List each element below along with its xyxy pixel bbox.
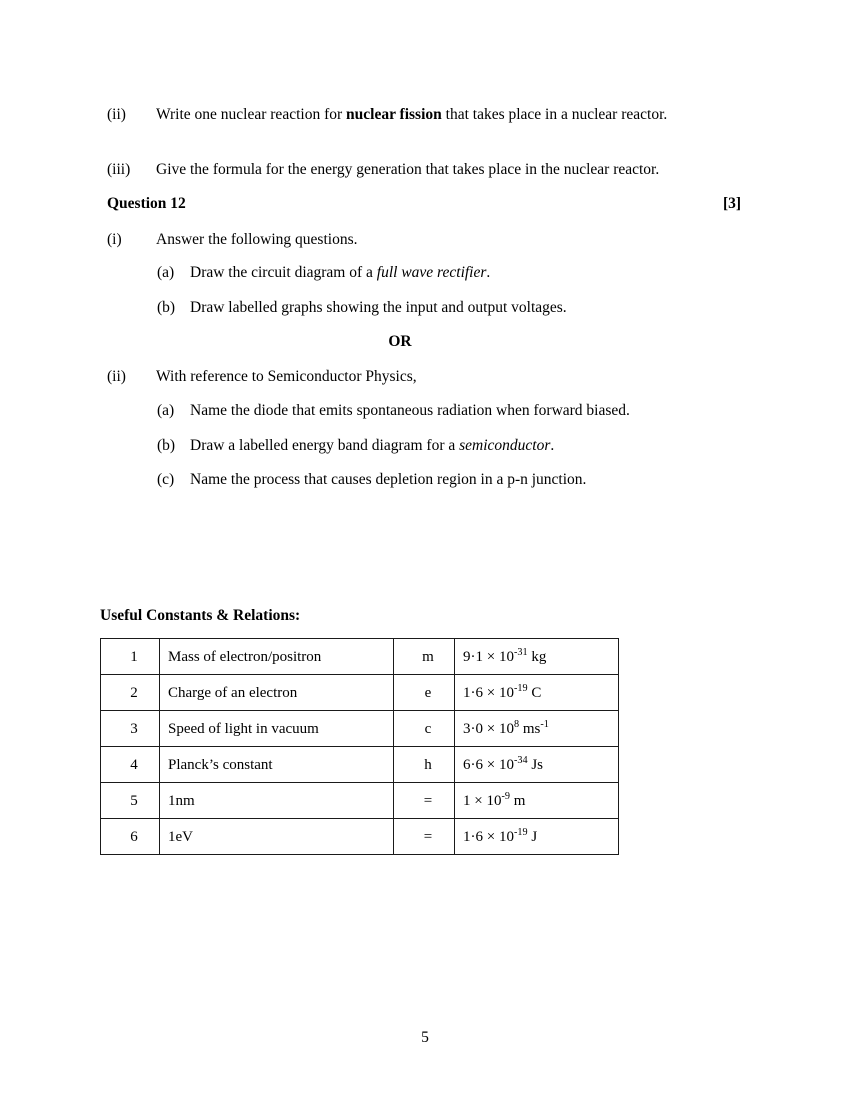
question-item-iii (107, 158, 693, 181)
question-item-ii (107, 103, 693, 126)
item-marker: (iii) (107, 161, 131, 178)
question-marks: [3] (723, 195, 742, 212)
item-text (156, 103, 693, 126)
subitem-text (190, 261, 693, 284)
constant-value: $9\cdot 1 \times 10^{-31}$ kg (455, 639, 619, 675)
constant-index: 2 (101, 675, 160, 711)
subitem-text-emphasis: semiconductor (459, 437, 551, 454)
question-heading: Question 12 (107, 195, 186, 212)
constants-table (100, 638, 619, 855)
part-i-item (107, 228, 693, 251)
constant-index: 6 (101, 819, 160, 855)
constant-name: 1nm (160, 783, 394, 819)
constant-symbol: e (394, 675, 455, 711)
constant-symbol: = (394, 819, 455, 855)
constant-value: $1\cdot 6 \times 10^{-19}$ J (455, 819, 619, 855)
constant-value: $3\cdot 0 \times 10^8$ $ms^{-1}$ (455, 711, 619, 747)
constant-name: Mass of electron/positron (160, 639, 394, 675)
table-row (101, 639, 619, 675)
or-divider: OR (388, 333, 412, 350)
constant-name: Speed of light in vacuum (160, 711, 394, 747)
subitem-marker: (a) (157, 264, 175, 281)
subitem-marker: (b) (157, 299, 176, 316)
constants-heading: Useful Constants & Relations: (100, 607, 301, 624)
table-row (101, 819, 619, 855)
constant-index: 4 (101, 747, 160, 783)
subitem-marker: (a) (157, 402, 175, 419)
constant-name: Planck’s constant (160, 747, 394, 783)
constant-symbol: m (394, 639, 455, 675)
part-ii-subitem-c (157, 468, 693, 491)
item-text-emphasis: nuclear fission (346, 106, 442, 123)
constant-index: 5 (101, 783, 160, 819)
item-marker: (ii) (107, 106, 126, 123)
subitem-text (190, 434, 693, 457)
subitem-text-before: Draw the circuit diagram of a (190, 264, 377, 281)
table-row (101, 711, 619, 747)
subitem-text-before: Draw a labelled energy band diagram for a (190, 437, 460, 454)
subitem-text: Name the process that causes depletion region in a p-n junction. (190, 471, 587, 488)
item-marker: (ii) (107, 368, 126, 385)
constant-value: $6\cdot 6 \times 10^{-34}$ Js (455, 747, 619, 783)
part-i-subitem-b (157, 296, 693, 319)
subitem-text-emphasis: full wave rectifier (376, 264, 487, 281)
subitem-text-after: . (550, 437, 555, 454)
part-ii-subitem-b (157, 434, 693, 457)
constant-symbol: c (394, 711, 455, 747)
item-text: With reference to Semiconductor Physics, (156, 368, 417, 385)
constant-symbol: = (394, 783, 455, 819)
item-text: Answer the following questions. (156, 231, 358, 248)
page-number: 5 (421, 1029, 429, 1046)
constants-table-body (101, 639, 619, 855)
table-row (101, 783, 619, 819)
constant-value: $1\cdot 6 \times 10^{-19}$ C (455, 675, 619, 711)
subitem-text-after: . (486, 264, 491, 281)
subitem-text: Draw labelled graphs showing the input and output voltages. (190, 299, 567, 316)
constant-symbol: h (394, 747, 455, 783)
subitem-text: Name the diode that emits spontaneous radiation when forward biased. (190, 402, 630, 419)
constant-index: 1 (101, 639, 160, 675)
table-row (101, 747, 619, 783)
constant-value: $1 \times 10^{-9}$ m (455, 783, 619, 819)
part-i-subitem-a (157, 261, 693, 284)
constant-name: Charge of an electron (160, 675, 394, 711)
constant-name: 1eV (160, 819, 394, 855)
subitem-marker: (c) (157, 471, 175, 488)
constant-index: 3 (101, 711, 160, 747)
item-text-after: that takes place in a nuclear reactor. (441, 106, 668, 123)
item-text: Give the formula for the energy generation that takes place in the nuclear reactor. (156, 161, 660, 178)
table-row (101, 675, 619, 711)
item-marker: (i) (107, 231, 122, 248)
subitem-marker: (b) (157, 437, 176, 454)
part-ii-item (107, 365, 693, 388)
part-ii-subitem-a (157, 399, 693, 422)
item-text-before: Write one nuclear reaction for (156, 106, 347, 123)
